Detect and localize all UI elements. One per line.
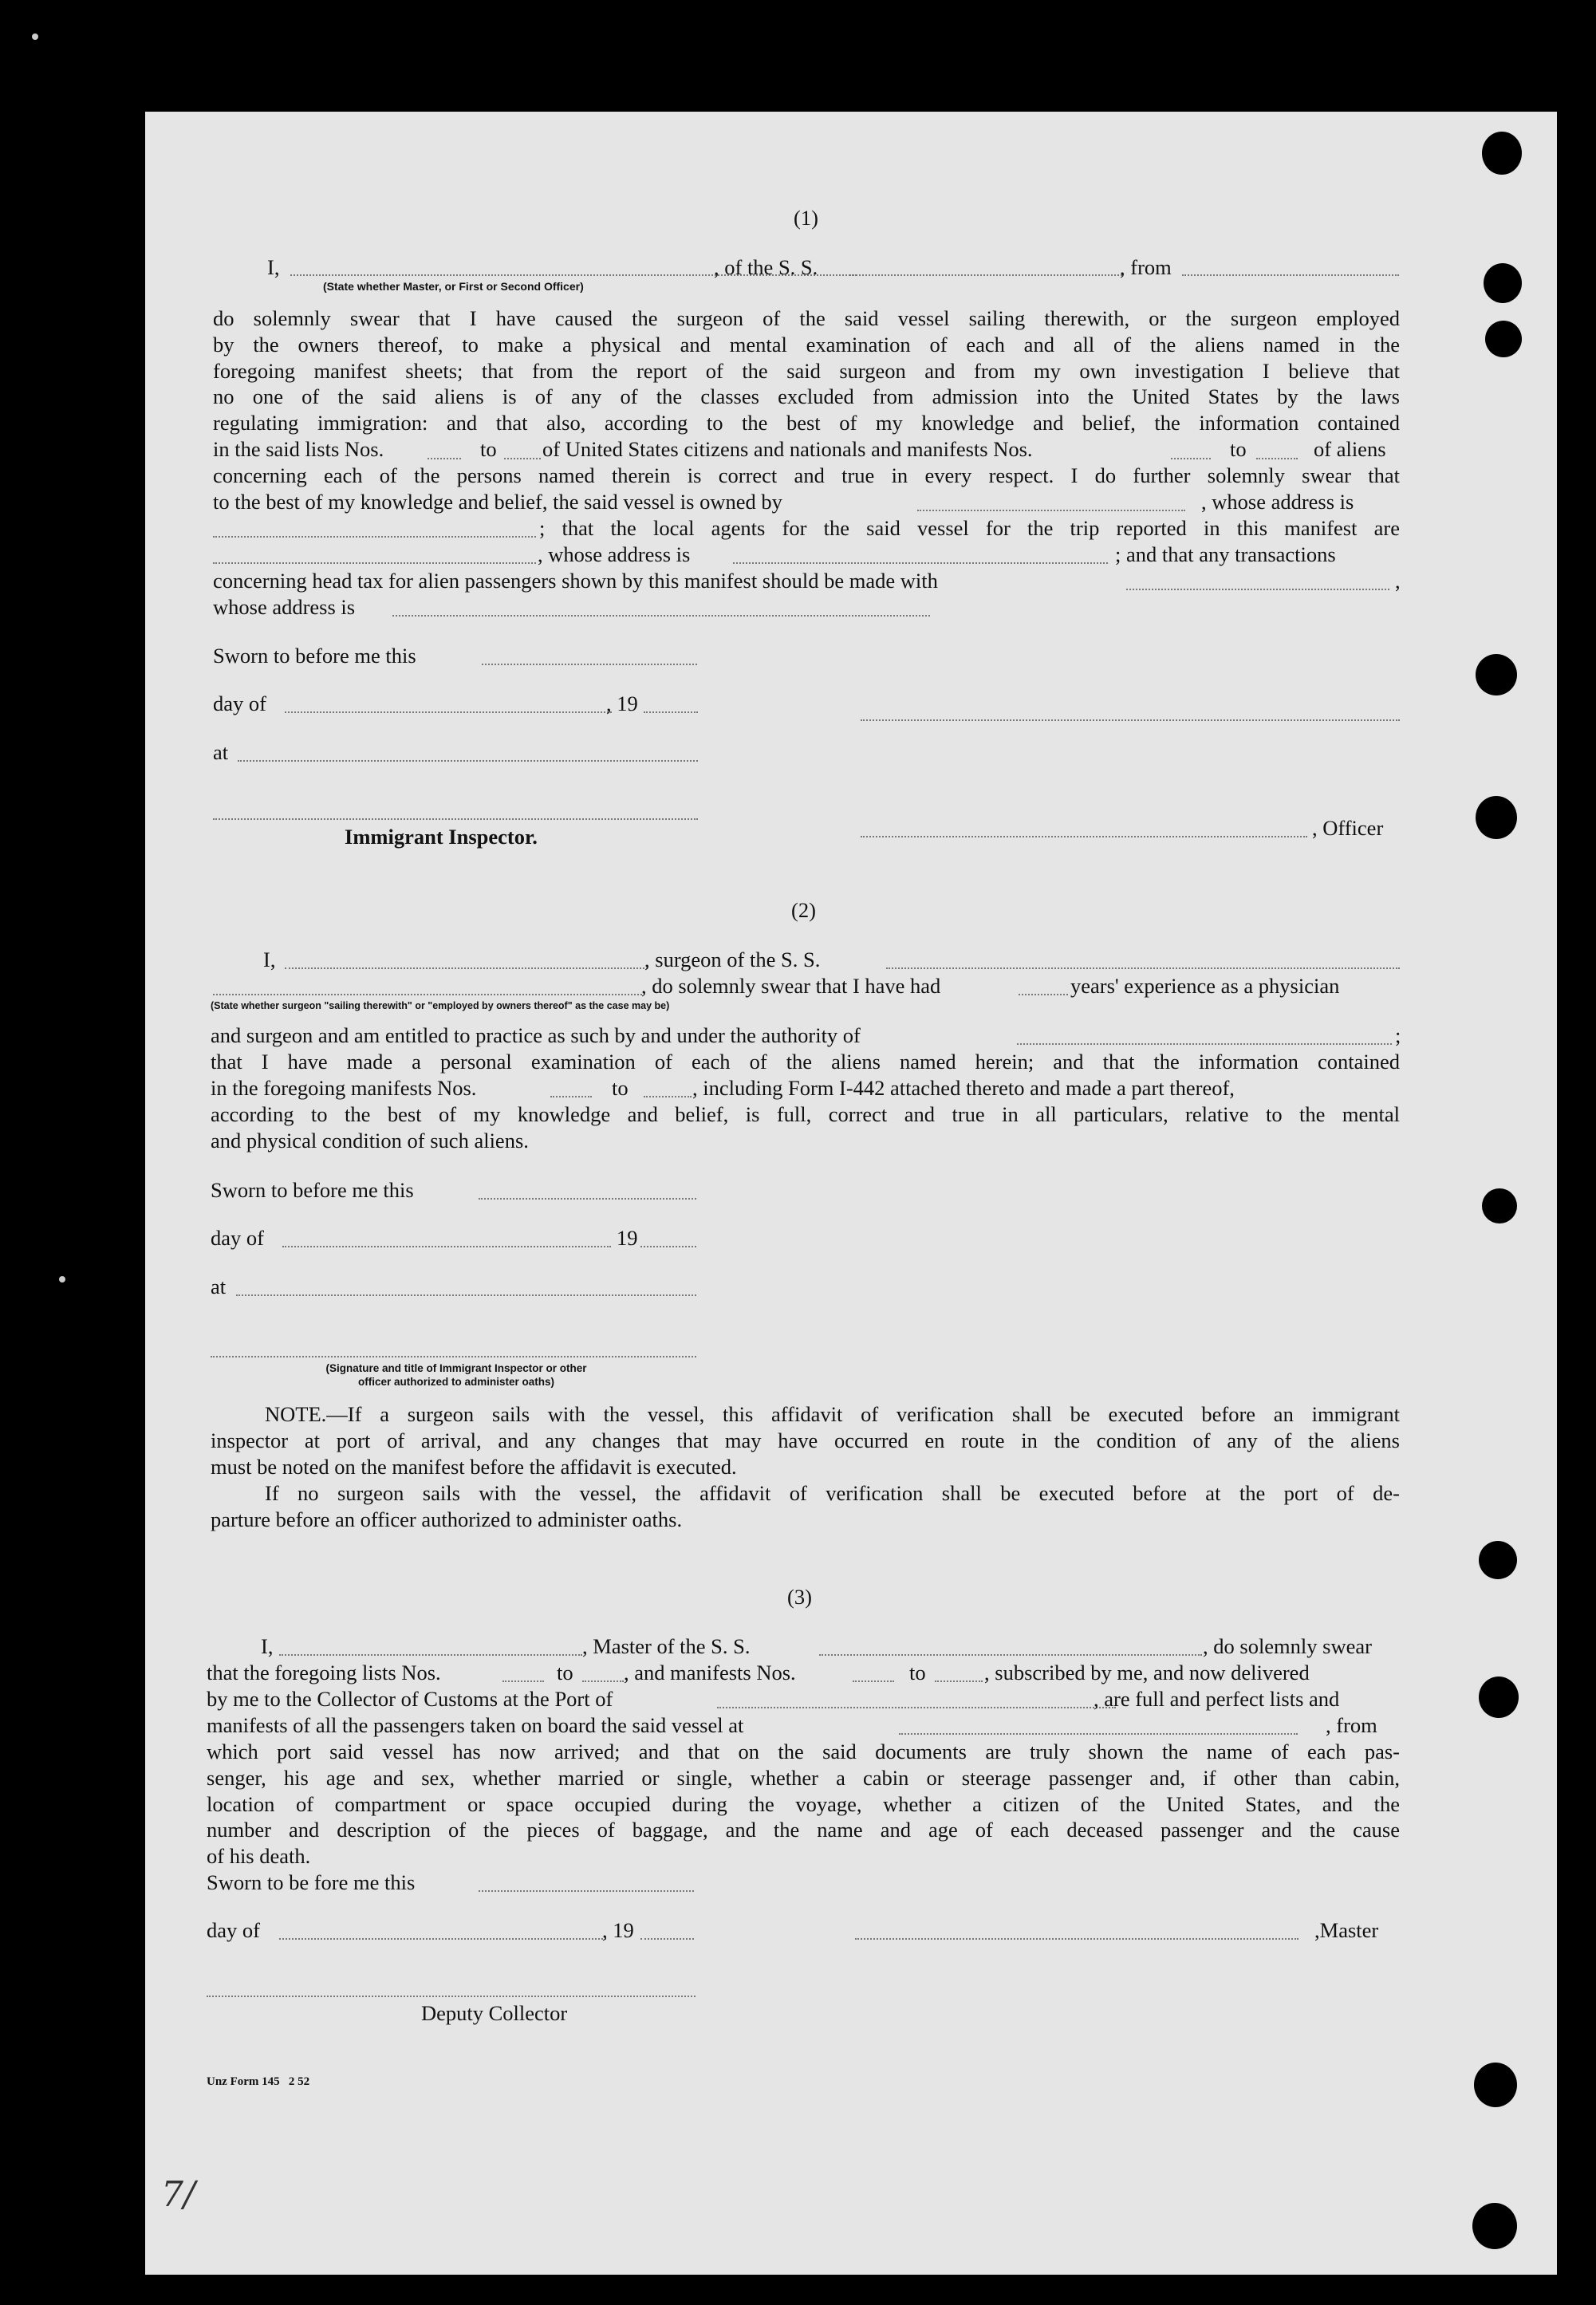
deputy-collector-title: Deputy Collector xyxy=(421,2001,568,2025)
lists-from-field[interactable] xyxy=(502,1680,544,1682)
section-2-last-line: and physical condition of such aliens. xyxy=(211,1129,529,1152)
to-label: to xyxy=(1230,437,1247,461)
agents-address-field[interactable] xyxy=(733,562,1108,564)
punch-hole xyxy=(1482,132,1522,175)
from-label: , from xyxy=(1326,1713,1377,1737)
manifests-to-field[interactable] xyxy=(935,1680,983,1682)
punch-hole xyxy=(1476,654,1517,695)
lists-label: in the said lists Nos. xyxy=(213,437,384,461)
sworn-day-field[interactable] xyxy=(479,1198,696,1200)
surgeon-status-field[interactable] xyxy=(213,994,642,995)
scan-speck xyxy=(32,33,38,40)
inspector-signature-field[interactable] xyxy=(213,818,698,820)
section-3-lead: I, xyxy=(261,1634,274,1658)
text-line: concerning each of the persons named therein is correct and true in every respect. I do further solemnly swear that xyxy=(213,463,1400,487)
to-label: to xyxy=(909,1661,926,1684)
punch-hole xyxy=(1474,2063,1517,2107)
from-port-field[interactable] xyxy=(1182,274,1399,276)
year-label: 19 xyxy=(617,1226,638,1250)
swear-label: , do solemnly swear that I have had xyxy=(641,974,941,998)
section-1-paragraph-2 xyxy=(213,463,1400,489)
text-line: no one of the said aliens is of any of the classes excluded from admission into the United States by the laws xyxy=(213,384,1400,409)
day-of-label: day of xyxy=(211,1226,264,1250)
text-line: do solemnly swear that I have caused the surgeon of the said vessel sailing therewith, or the surgeon employed xyxy=(213,306,1400,330)
subscribed-label: , subscribed by me, and now delivered xyxy=(984,1661,1310,1684)
authority-label: and surgeon and am entitled to practice as such by and under the authority of xyxy=(211,1023,861,1047)
manifests-label: , and manifests Nos. xyxy=(624,1661,796,1684)
sworn-year-field[interactable] xyxy=(644,711,698,713)
punch-hole xyxy=(1476,796,1517,839)
note-line: parture before an officer authorized to administer oaths. xyxy=(211,1507,683,1531)
whose-address-label: whose address is xyxy=(213,595,356,619)
sworn-year-field[interactable] xyxy=(640,1938,694,1940)
head-tax-label: concerning head tax for alien passengers shown by this manifest should be made with xyxy=(213,569,938,593)
sworn-day-field[interactable] xyxy=(479,1890,694,1892)
section-1-lead: I, xyxy=(267,255,280,279)
master-signature-label: ,Master xyxy=(1314,1918,1379,1942)
section-2-lead: I, xyxy=(263,948,276,971)
section-2-number: (2) xyxy=(791,898,816,922)
section-1-number: (1) xyxy=(794,206,818,230)
agents-field[interactable] xyxy=(213,562,536,564)
at-label: at xyxy=(213,740,229,764)
swear-label: , do solemnly swear xyxy=(1203,1634,1372,1658)
agents-address-label: , whose address is xyxy=(538,542,691,566)
owner-field[interactable] xyxy=(917,510,1185,511)
margin-mark: 7/ xyxy=(161,2174,195,2215)
citizens-label: of United States citizens and nationals and manifests Nos. xyxy=(542,437,1033,461)
text-line: according to the best of my knowledge and belief, is full, correct and true in all particulars, relative to the mental xyxy=(211,1102,1400,1126)
master-label: , Master of the S. S. xyxy=(582,1634,751,1658)
perfect-lists-label: , are full and perfect lists and xyxy=(1094,1687,1340,1711)
text-line: which port said vessel has now arrived; and that on the said documents are truly shown the name of each pas- xyxy=(207,1740,1400,1763)
surgeon-manifests-from-field[interactable] xyxy=(550,1096,592,1097)
to-label: to xyxy=(612,1076,629,1100)
section-3-paragraph xyxy=(207,1739,1400,1843)
officer-title-field[interactable] xyxy=(861,836,1307,837)
note-line: inspector at port of arrival, and any changes that may have occurred en route in the condition of any of the aliens xyxy=(211,1428,1400,1452)
manifests-label: in the foregoing manifests Nos. xyxy=(211,1076,477,1100)
note-paragraph xyxy=(211,1401,1400,1454)
sworn-month-field[interactable] xyxy=(279,1938,606,1940)
officer-note: (State whether Master, or First or Second Officer) xyxy=(323,280,584,293)
surgeon-manifests-to-field[interactable] xyxy=(644,1096,692,1097)
sworn-year-field[interactable] xyxy=(640,1246,696,1247)
sworn-month-field[interactable] xyxy=(282,1246,611,1247)
sworn-day-field[interactable] xyxy=(482,664,697,665)
to-label: to xyxy=(480,437,497,461)
note-line: NOTE.—If a surgeon sails with the vessel, this affidavit of verification shall be executed before an immigrant xyxy=(265,1402,1400,1426)
transactions-label: ; and that any transactions xyxy=(1115,542,1336,566)
punch-hole xyxy=(1479,1541,1517,1579)
form-i442-label: , including Form I-442 attached thereto and made a part thereof, xyxy=(692,1076,1235,1100)
master-signature-field[interactable] xyxy=(855,1938,1298,1940)
lists-to-field[interactable] xyxy=(582,1680,624,1682)
sworn-place-field[interactable] xyxy=(238,760,698,762)
day-of-label: day of xyxy=(207,1918,260,1942)
signature-note xyxy=(265,1361,648,1389)
lists-from-field[interactable] xyxy=(428,458,461,459)
sworn-label: Sworn to before me this xyxy=(211,1178,414,1202)
officer-label: , Officer xyxy=(1312,816,1384,840)
master-name-field[interactable] xyxy=(279,1654,582,1656)
exam-line: that I have made a personal examination of each of the aliens named herein; and that the information contained xyxy=(211,1050,1400,1074)
port-label: by me to the Collector of Customs at the Port of xyxy=(207,1687,613,1711)
inspector-signature-field[interactable] xyxy=(211,1356,696,1357)
agents-label: ; that the local agents for the said vessel for the trip reported in this manifest are xyxy=(539,516,1400,540)
section-3-last-line: of his death. xyxy=(207,1844,311,1868)
text-line: senger, his age and sex, whether married or single, whether a cabin or steerage passenger and, if other than cabin, xyxy=(207,1765,1400,1790)
semicolon: ; xyxy=(1395,1023,1401,1047)
at-label: at xyxy=(211,1275,227,1298)
aliens-label: of aliens xyxy=(1314,437,1386,461)
head-tax-contact-field[interactable] xyxy=(1126,589,1389,590)
surgeon-label: , surgeon of the S. S. xyxy=(644,948,821,971)
lists-to-field[interactable] xyxy=(504,458,541,459)
punch-hole xyxy=(1482,1188,1517,1223)
section-2-paragraph xyxy=(211,1101,1400,1128)
form-id: Unz Form 145 2 52 xyxy=(207,2075,310,2088)
sworn-month-field[interactable] xyxy=(285,711,612,713)
punch-hole xyxy=(1479,1677,1519,1718)
sworn-place-field[interactable] xyxy=(236,1294,696,1296)
note-line: If no surgeon sails with the vessel, the affidavit of verification shall be executed before at the port of de- xyxy=(265,1481,1400,1505)
surgeon-ship-field[interactable] xyxy=(886,967,1400,969)
signature-note-line: (Signature and title of Immigrant Inspector or other xyxy=(325,1362,587,1374)
departure-port-field[interactable] xyxy=(899,1733,1298,1735)
owner-address-field[interactable] xyxy=(213,536,536,538)
owner-address-label: , whose address is xyxy=(1201,490,1354,514)
surgeon-note: (State whether surgeon "sailing therewith" or "employed by owners thereof" as the case may be) xyxy=(211,1000,670,1011)
note-paragraph-2 xyxy=(211,1480,1400,1507)
ship-label: , of the S. S. xyxy=(714,255,818,279)
note-line: must be noted on the manifest before the affidavit is executed. xyxy=(211,1455,737,1479)
text-line: number and description of the pieces of baggage, and the name and age of each deceased passenger and the cause xyxy=(207,1818,1400,1842)
year-label: , 19 xyxy=(606,692,638,715)
text-line: by the owners thereof, to make a physical and mental examination of each and all of the aliens named in the xyxy=(213,332,1400,357)
lists-label: that the foregoing lists Nos. xyxy=(207,1661,441,1684)
board-label: manifests of all the passengers taken on board the said vessel at xyxy=(207,1713,744,1737)
text-line: foregoing manifest sheets; that from the report of the said surgeon and from my own investigation I believe that xyxy=(213,358,1400,383)
punch-hole xyxy=(1484,263,1522,303)
sworn-label: Sworn to be fore me this xyxy=(207,1870,416,1894)
surgeon-name-field[interactable] xyxy=(285,967,648,969)
ship-name-field[interactable] xyxy=(849,274,1122,276)
years-field[interactable] xyxy=(1019,994,1068,995)
years-label: years' experience as a physician xyxy=(1070,974,1340,998)
scan-speck xyxy=(59,1276,65,1283)
manifests-from-field[interactable] xyxy=(853,1680,894,1682)
punch-hole xyxy=(1472,2203,1517,2249)
owned-label: to the best of my knowledge and belief, the said vessel is owned by xyxy=(213,490,782,514)
authority-field[interactable] xyxy=(1017,1043,1392,1045)
section-1-paragraph xyxy=(213,305,1400,436)
day-of-label: day of xyxy=(213,692,266,715)
officer-signature-field[interactable] xyxy=(861,719,1400,721)
text-line: location of compartment or space occupied during the voyage, whether a citizen of the United States, and the xyxy=(207,1791,1400,1816)
section-3-number: (3) xyxy=(787,1585,812,1609)
contact-address-field[interactable] xyxy=(392,615,930,617)
text-line: regulating immigration: and that also, according to the best of my knowledge and belief, the information contained xyxy=(213,411,1400,435)
inspector-title: Immigrant Inspector. xyxy=(345,825,538,849)
deputy-signature-field[interactable] xyxy=(207,1996,696,1997)
port-field[interactable] xyxy=(717,1707,1116,1708)
comma: , xyxy=(1395,569,1401,593)
to-label: to xyxy=(557,1661,573,1684)
year-label: , 19 xyxy=(602,1918,634,1942)
from-label: , from xyxy=(1120,255,1172,279)
sworn-label: Sworn to before me this xyxy=(213,644,416,668)
master-ship-field[interactable] xyxy=(819,1654,1202,1656)
punch-hole xyxy=(1485,321,1522,357)
form-page xyxy=(145,112,1557,2275)
manifests-from-field[interactable] xyxy=(1171,458,1211,459)
signature-note-line: officer authorized to administer oaths) xyxy=(357,1376,555,1388)
manifests-to-field[interactable] xyxy=(1256,458,1298,459)
